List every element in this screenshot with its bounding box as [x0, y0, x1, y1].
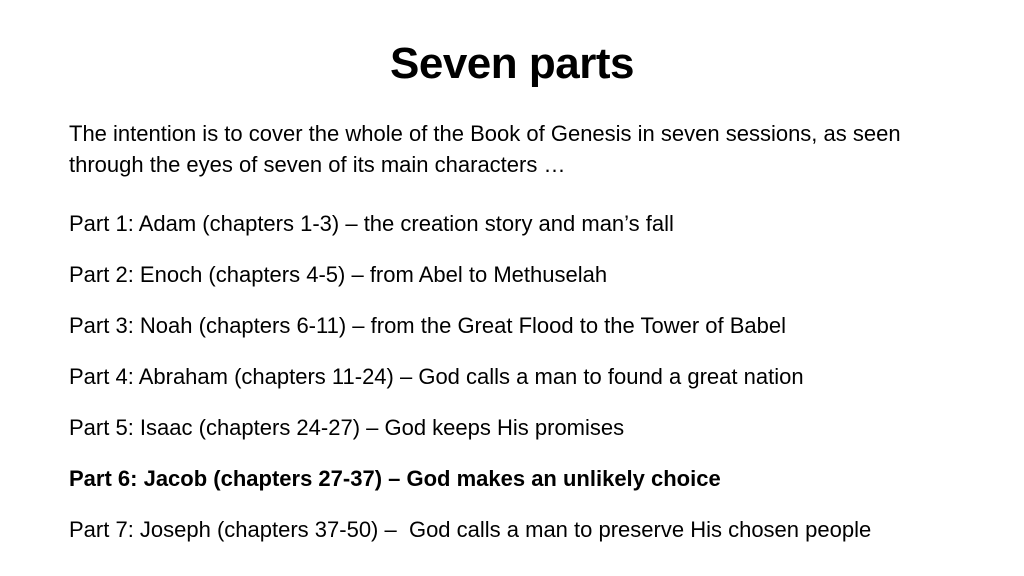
part-item-7: Part 7: Joseph (chapters 37-50) – God calls a man to preserve His chosen people [69, 517, 872, 542]
part-item-1: Part 1: Adam (chapters 1-3) – the creation story and man’s fall [69, 211, 674, 236]
part-item-6: Part 6: Jacob (chapters 27-37) – God makes an unlikely choice [69, 466, 721, 491]
part-item-4: Part 4: Abraham (chapters 11-24) – God calls a man to found a great nation [69, 364, 804, 389]
parts-list [69, 208, 969, 565]
slide-title: Seven parts [390, 39, 634, 88]
part-item-5: Part 5: Isaac (chapters 24-27) – God keeps His promises [69, 415, 625, 440]
intro-paragraph: The intention is to cover the whole of the Book of Genesis in seven sessions, as seen through the eyes of seven of its main characters … [69, 121, 901, 177]
part-item-3: Part 3: Noah (chapters 6-11) – from the Great Flood to the Tower of Babel [69, 313, 786, 338]
part-item-2: Part 2: Enoch (chapters 4-5) – from Abel to Methuselah [69, 262, 608, 287]
